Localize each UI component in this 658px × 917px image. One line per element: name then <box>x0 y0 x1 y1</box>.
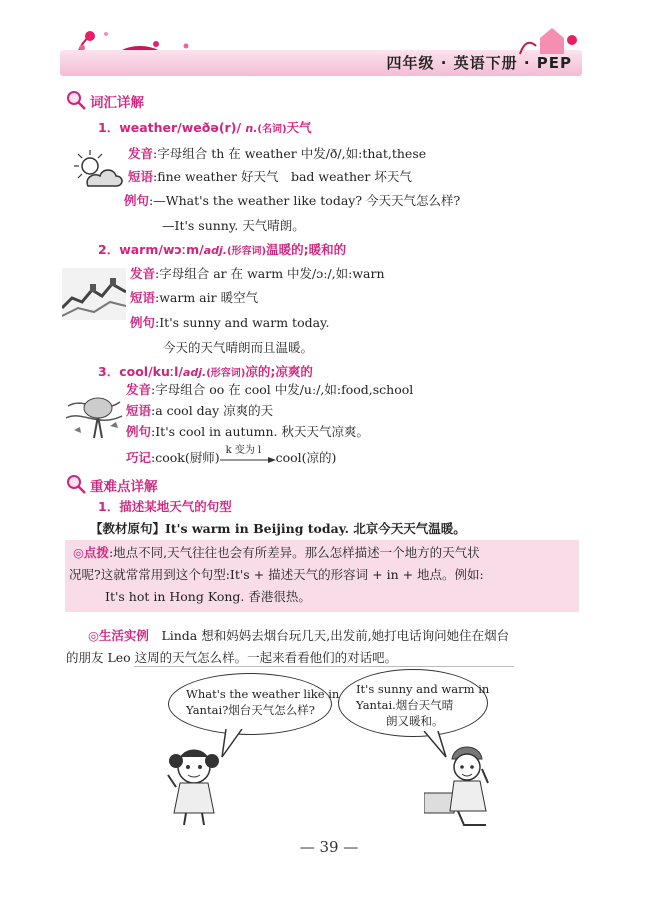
phrase-text: :a cool day 凉爽的天 <box>151 403 274 418</box>
word-cool-spelling: 3．cool/ <box>98 364 153 379</box>
phrase-label: 短语 <box>126 403 152 418</box>
weather-phrase <box>128 169 412 185</box>
bubble-leo-line-1: It's sunny and warm in <box>356 682 490 696</box>
weather-example-1 <box>124 193 460 209</box>
orig-bracket-label: 【教材原句】 <box>90 521 166 536</box>
bubble-leo-line-2: Yantai.烟台天气晴 <box>356 698 454 712</box>
cool-phrase <box>126 403 273 419</box>
word-cool-meaning: 凉的;凉爽的 <box>245 364 313 379</box>
tip-line-2: 况呢?这就常常用到这个句型:It's + 描述天气的形容词 + in + 地点。例如: <box>69 567 484 582</box>
word-weather-spelling: 1．weather/ <box>98 120 182 135</box>
key-point-subheading: 1．描述某地天气的句型 <box>98 499 232 514</box>
memory-arrow <box>220 444 276 467</box>
warm-pronunciation <box>130 266 385 282</box>
pron-text: :字母组合 oo 在 cool 中发/uː/,如:food,school <box>151 382 414 397</box>
cool-example-1 <box>126 424 369 440</box>
memory-left: :cook(厨师) <box>151 450 220 465</box>
vocab-heading: 词汇详解 <box>90 95 144 111</box>
bubble-leo-line-3: 朗又暖和。 <box>386 714 444 728</box>
bubble-linda-line-1: What's the weather like in <box>186 687 340 701</box>
example-text: :—What's the weather like today? 今天天气怎么样? <box>149 193 461 208</box>
warm-phrase <box>130 290 258 306</box>
word-cool-pos: adj. <box>182 366 207 379</box>
word-cool-pos-cn: (形容词) <box>206 368 246 379</box>
example-label: 例句 <box>124 193 150 208</box>
pron-text: :字母组合 th 在 weather 中发/ð/,如:that,these <box>153 146 427 161</box>
example-label: 例句 <box>126 424 152 439</box>
pron-label: 发音 <box>126 382 152 397</box>
word-weather-phonetic: weðə(r) <box>181 120 237 135</box>
tip-line-3: It's hot in Hong Kong. 香港很热。 <box>105 589 311 604</box>
tip-line-1 <box>73 542 480 564</box>
pron-text: :字母组合 ar 在 warm 中发/ɔː/,如:warn <box>155 266 385 281</box>
arrow-right-icon <box>220 457 276 463</box>
warm-example-1 <box>130 315 329 331</box>
word-weather-pos: n. <box>245 122 258 135</box>
word-weather-meaning: 天气 <box>286 120 312 135</box>
cool-memory-tip <box>126 444 337 467</box>
warm-example-2: 今天的天气晴朗而且温暖。 <box>163 340 314 355</box>
pron-label: 发音 <box>130 266 156 281</box>
life-example-line-2: 的朋友 Leo 这周的天气怎么样。一起来看看他们的对话吧。 <box>66 650 398 665</box>
life-example-label: 生活实例 <box>98 628 149 643</box>
page-header <box>60 26 582 78</box>
weather-example-2: —It's sunny. 天气晴朗。 <box>162 218 305 233</box>
word-weather-title <box>98 120 312 138</box>
word-weather-pos-cn: (名词) <box>257 124 287 135</box>
tip-label: 点拨 <box>83 545 109 560</box>
dialogue-illustration <box>134 666 514 831</box>
header-title: 四年级 · 英语下册 · PEP <box>386 54 572 72</box>
memory-label: 巧记 <box>126 450 152 465</box>
autumn-wind-illustration <box>64 386 126 440</box>
key-points-heading: 重难点详解 <box>90 479 158 495</box>
word-cool-phonetic: kuːl <box>152 364 179 379</box>
pron-label: 发音 <box>128 146 154 161</box>
cool-pronunciation <box>126 382 413 398</box>
phonetic-slash: / <box>236 120 242 135</box>
bullet-icon: ◎ <box>73 545 84 560</box>
memory-right: cool(凉的) <box>275 450 337 465</box>
orig-sentence: It's warm in Beijing today. 北京今天天气温暖。 <box>165 521 466 536</box>
bullet-icon: ◎ <box>88 628 99 643</box>
magnifier-icon <box>66 474 86 494</box>
sun-cloud-illustration <box>70 148 124 194</box>
example-text: :It's sunny and warm today. <box>155 315 330 330</box>
page-number: — 39 — <box>299 838 359 856</box>
word-warm-phonetic: wɔːm <box>162 242 200 257</box>
weather-pronunciation <box>128 146 426 162</box>
word-warm-pos: adj. <box>203 244 227 257</box>
phrase-text: :fine weather 好天气 bad weather 坏天气 <box>153 169 412 184</box>
life-example-line-1 <box>88 628 509 644</box>
girl-on-phone-illustration <box>160 741 230 827</box>
bubble-linda-line-2: Yantai?烟台天气怎么样? <box>186 703 315 717</box>
phrase-label: 短语 <box>128 169 154 184</box>
textbook-original-sentence <box>90 521 466 537</box>
example-label: 例句 <box>130 315 156 330</box>
tip-text-1: :地点不同,天气往往也会有所差异。那么怎样描述一个地方的天气状 <box>108 545 480 560</box>
word-warm-pos-cn: (形容词) <box>226 246 267 257</box>
word-warm-spelling: 2．warm/ <box>98 242 163 257</box>
example-text: :It's cool in autumn. 秋天天气凉爽。 <box>151 424 369 439</box>
magnifier-icon <box>66 90 86 110</box>
tip-box <box>65 540 579 612</box>
word-cool-title <box>98 364 313 382</box>
phrase-text: :warm air 暖空气 <box>155 290 259 305</box>
phrase-label: 短语 <box>130 290 156 305</box>
phonetic-slash: / <box>178 364 183 379</box>
life-example-text-1: Linda 想和妈妈去烟台玩几天,出发前,她打电话询问她住在烟台 <box>161 628 510 643</box>
word-warm-meaning: 温暖的;暖和的 <box>266 242 347 257</box>
memory-arrow-label: k 变为 l <box>225 444 262 456</box>
phonetic-slash: / <box>199 242 204 257</box>
great-wall-illustration <box>62 268 126 320</box>
boy-on-phone-illustration <box>424 739 504 829</box>
word-warm-title <box>98 242 346 260</box>
